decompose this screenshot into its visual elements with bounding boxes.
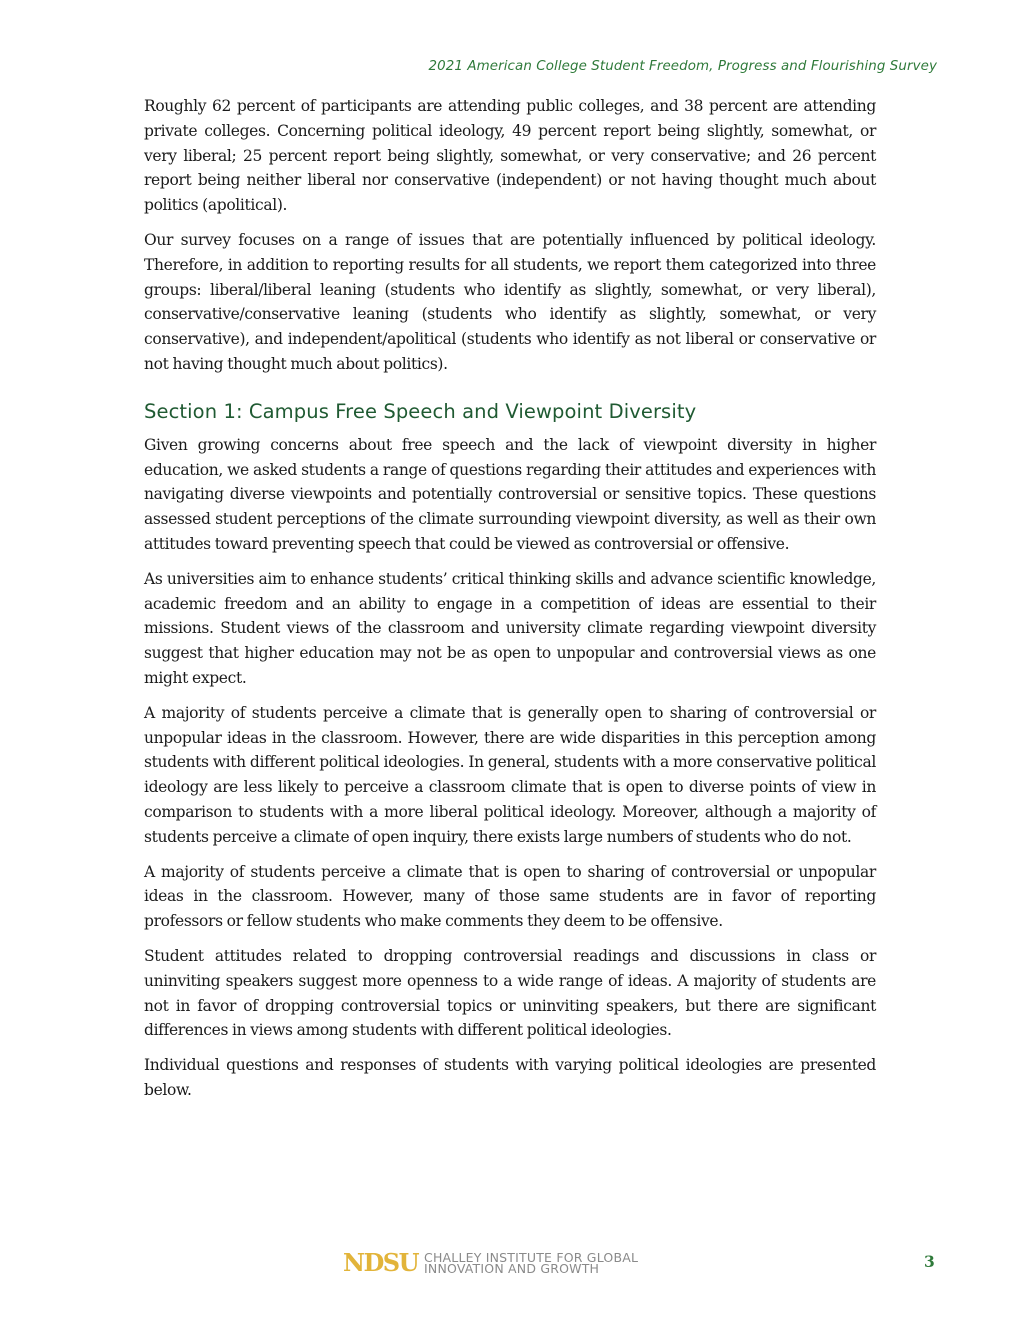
paragraph: As universities aim to enhance students’ critical thinking skills and advance scientific knowledge, academic freedom and an ability to engage in a competition of ideas are essential to their missions. Student views of the classroom and university climate regarding viewpoint diversity suggest that higher education may not be as open to unpopular and controversial views as one might expect. xyxy=(144,569,876,687)
ndsu-logo-mark: NDSU xyxy=(343,1248,419,1277)
section-heading: Section 1: Campus Free Speech and Viewpoint Diversity xyxy=(144,399,697,423)
institute-name xyxy=(424,1249,639,1276)
page-number: 3 xyxy=(924,1252,935,1271)
paragraph: Individual questions and responses of students with varying political ideologies are presented below. xyxy=(144,1056,876,1099)
institute-name-line-1: CHALLEY INSTITUTE FOR GLOBAL xyxy=(424,1249,639,1265)
institute-name-line-2: INNOVATION AND GROWTH xyxy=(424,1261,600,1276)
footer-logo xyxy=(343,1247,638,1279)
paragraph: Roughly 62 percent of participants are attending public colleges, and 38 percent are attending private colleges. Concerning political ideology, 49 percent report being slightly, somewhat, or very liberal; 25 percent report being slightly, somewhat, or very conservative; and 26 percent report being neither liberal nor conservative (independent) or not having thought much about politics (apolitical). xyxy=(144,97,876,215)
paragraph: Student attitudes related to dropping controversial readings and discussions in class or uninviting speakers suggest more openness to a wide range of ideas. A majority of students are not in favor of dropping controversial topics or uninviting speakers, but there are significant differences in views among students with different political ideologies. xyxy=(144,946,876,1040)
paragraph: A majority of students perceive a climate that is generally open to sharing of controversial or unpopular ideas in the classroom. However, there are wide disparities in this perception among students with different political ideologies. In general, students with a more conservative political ideology are less likely to perceive a classroom climate that is open to diverse points of view in comparison to students with a more liberal political ideology. Moreover, although a majority of students perceive a climate of open inquiry, there exists large numbers of students who do not. xyxy=(144,703,876,846)
paragraph: A majority of students perceive a climate that is open to sharing of controversial or unpopular ideas in the classroom. However, many of those same students are in favor of reporting professors or fellow students who make comments they deem to be offensive. xyxy=(144,862,876,931)
paragraph: Given growing concerns about free speech and the lack of viewpoint diversity in higher education, we asked students a range of questions regarding their attitudes and experiences with navigating diverse viewpoints and potentially controversial or sensitive topics. These questions assessed student perceptions of the climate surrounding viewpoint diversity, as well as their own attitudes toward preventing speech that could be viewed as controversial or offensive. xyxy=(144,435,876,553)
document-body xyxy=(144,94,876,1113)
paragraph: Our survey focuses on a range of issues that are potentially influenced by political ideology. Therefore, in addition to reporting results for all students, we report them categorized into three groups: liberal/liberal leaning (students who identify as slightly, somewhat, or very liberal), conservative/conservative leaning (students who identify as slightly, somewhat, or very conservative), and independent/apolitical (students who identify as not liberal or conservative or not having thought much about politics). xyxy=(144,230,876,373)
running-header-title: 2021 American College Student Freedom, Progress and Flourishing Survey xyxy=(428,59,937,74)
